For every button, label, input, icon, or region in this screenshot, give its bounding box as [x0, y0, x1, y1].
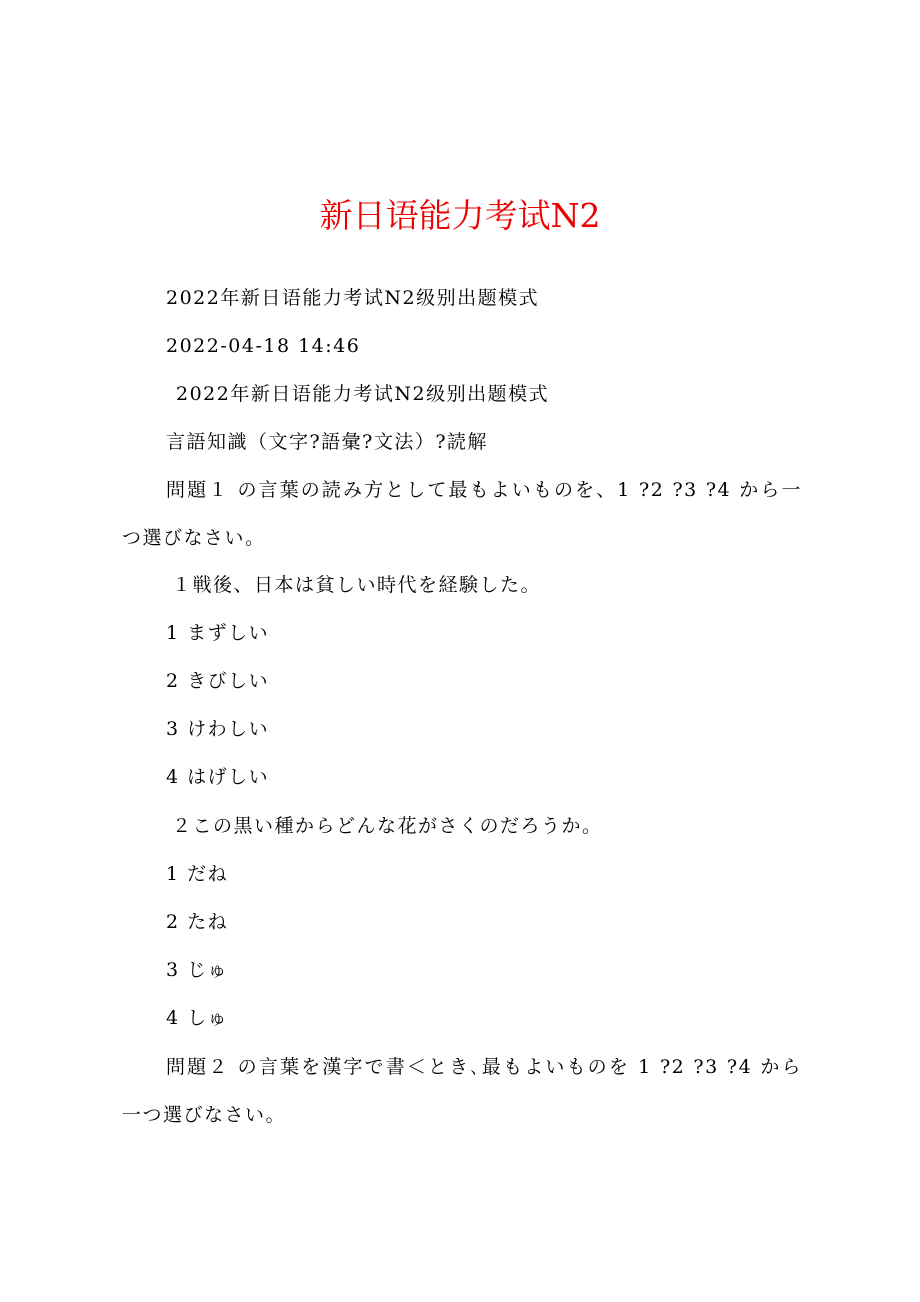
section-heading: 言語知識（文字?語彙?文法）?読解	[166, 431, 489, 453]
question2-instruction: 問題２ の言葉を漢字で書＜とき､最もよいものを 1 ?2 ?3 ?4 から一つ選びなさい。	[122, 1056, 802, 1126]
q1-stem: １戦後、日本は貧しい時代を経験した。	[172, 574, 542, 596]
q2-stem: ２この黒い種からどんな花がさくのだろうか。	[172, 815, 603, 837]
q1-option-4: 4 はげしい	[166, 766, 270, 788]
document-title: 新日语能力考试N2	[319, 196, 601, 235]
question1-instruction: 問題１ の言葉の読み方として最もよいものを、1 ?2 ?3 ?4 から一つ選びなさい。	[122, 479, 802, 549]
q1-option-2: 2 きびしい	[166, 670, 270, 692]
q1-option-1: 1 まずしい	[166, 622, 270, 644]
document-timestamp: 2022-04-18 14:46	[166, 335, 361, 357]
heading-repeat: 2022年新日语能力考试N2级别出题模式	[176, 383, 550, 405]
q2-option-3: 3 じゅ	[166, 959, 229, 981]
q2-option-4: 4 しゅ	[166, 1007, 229, 1029]
q1-option-3: 3 けわしい	[166, 718, 270, 740]
q2-option-1: 1 だね	[166, 863, 229, 885]
document-subtitle: 2022年新日语能力考试N2级别出题模式	[166, 287, 540, 309]
q2-option-2: 2 たね	[166, 911, 229, 933]
